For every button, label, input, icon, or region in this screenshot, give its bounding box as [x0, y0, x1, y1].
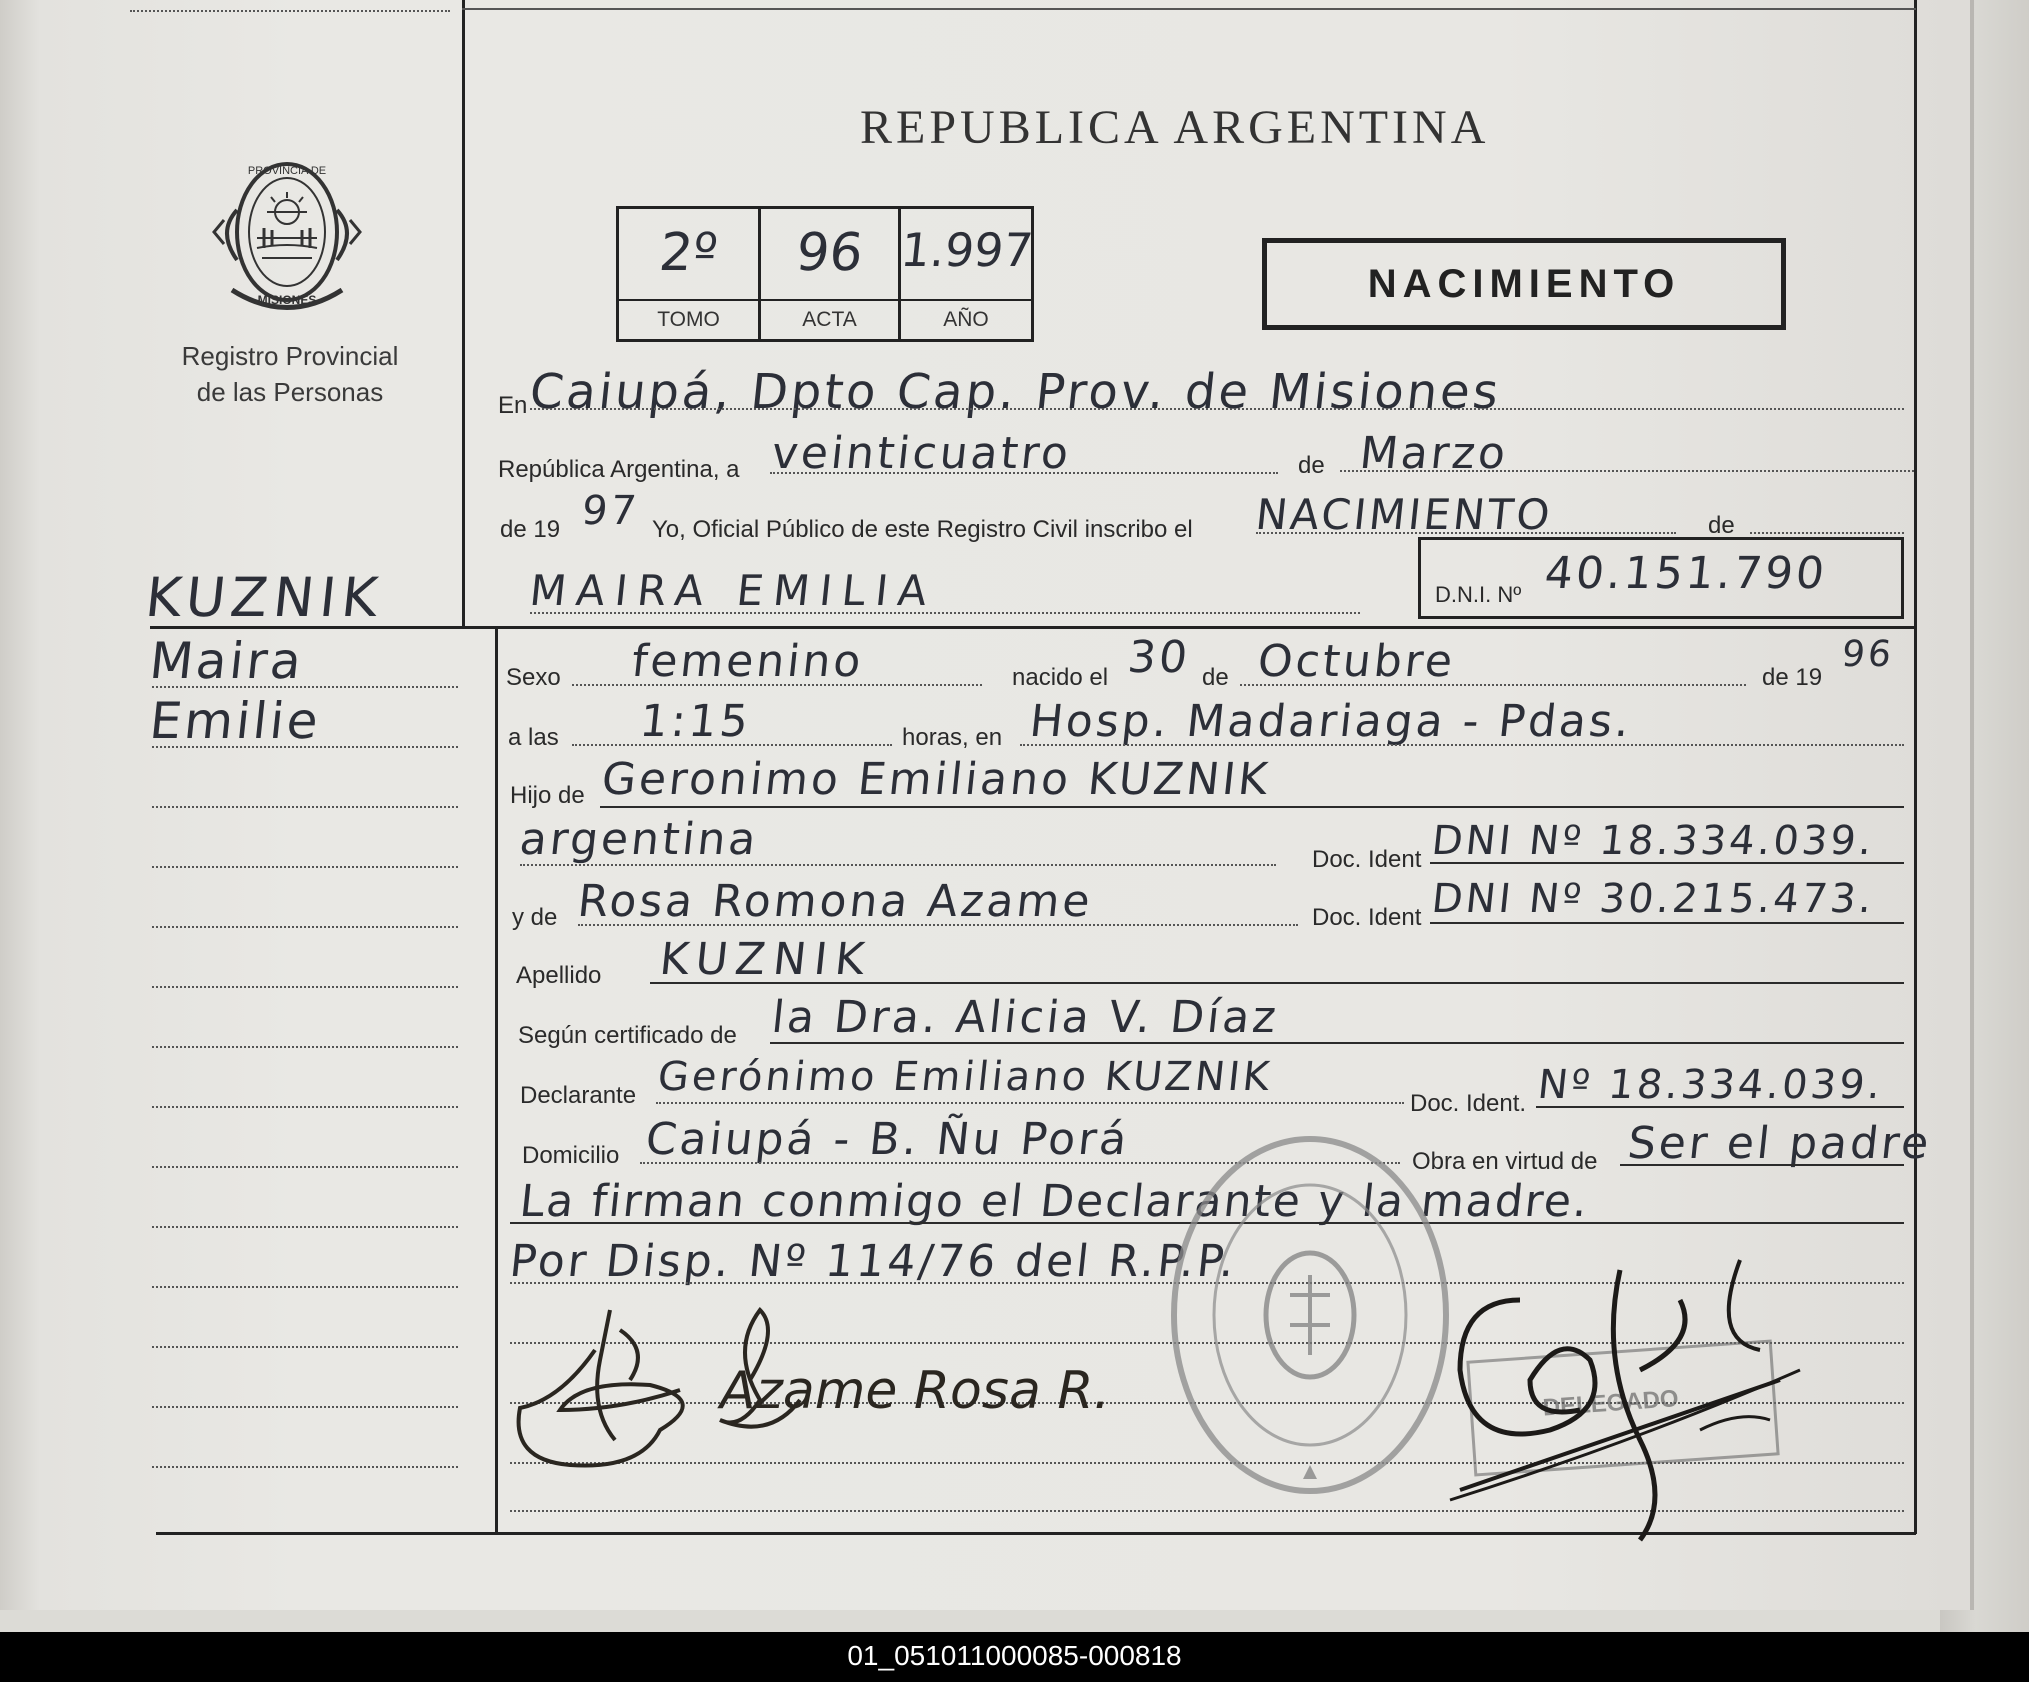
acta-value: 96 — [793, 223, 866, 283]
inscribo-value: NACIMIENTO — [1253, 490, 1555, 539]
signature-left — [500, 1290, 1200, 1480]
acta-cell — [761, 209, 901, 339]
nac-value: argentina — [517, 814, 762, 865]
registry-name-line1: Registro Provincial — [181, 341, 399, 371]
rep-month-line — [1340, 470, 1914, 472]
nacido-day-value: 30 — [1125, 632, 1193, 683]
year-label: de 19 — [500, 516, 561, 543]
obra-value: Ser el padre — [1625, 1118, 1935, 1169]
nacido-year-value: 96 — [1839, 634, 1896, 675]
sexo-line — [572, 684, 982, 686]
seal-bottom-text: MISIONES — [257, 293, 317, 307]
apellido-line — [650, 982, 1904, 984]
doc2-label: Doc. Ident — [1312, 904, 1422, 931]
hijo-value: Geronimo Emiliano KUZNIK — [599, 754, 1273, 805]
record-type-box — [1262, 238, 1786, 330]
en-label: En — [498, 392, 528, 419]
tomo-value: 2º — [656, 223, 721, 283]
nacido-month-value: Octubre — [1255, 636, 1458, 687]
yde-line — [578, 924, 1298, 926]
hijo-line — [600, 806, 1904, 808]
name-line — [530, 612, 1360, 614]
margin-given1: Maira — [146, 632, 307, 690]
rep-label: República Argentina, a — [498, 456, 740, 483]
round-stamp-icon — [1160, 1125, 1460, 1505]
ano-label: AÑO — [901, 299, 1031, 339]
obra-label: Obra en virtud de — [1412, 1148, 1598, 1175]
seal-top-text: PROVINCIA DE — [247, 165, 327, 177]
doc3-line — [1536, 1106, 1904, 1108]
horas-label: horas, en — [902, 724, 1003, 751]
sexo-value: femenino — [629, 636, 867, 687]
apellido-value: KUZNIK — [657, 934, 875, 985]
nacido-label: nacido el — [1012, 664, 1109, 691]
registry-name-line2: de las Personas — [196, 377, 384, 407]
margin-divider-top — [462, 0, 465, 626]
de-label: de — [1298, 452, 1325, 479]
horas-value: Hosp. Madariaga - Pdas. — [1027, 696, 1635, 747]
declarante-value: Gerónimo Emiliano KUZNIK — [655, 1054, 1275, 1100]
name-value: MAIRA EMILIA — [527, 566, 940, 615]
margin-divider-bottom — [495, 626, 498, 1534]
signature-right — [1440, 1240, 1860, 1560]
doc3-value: Nº 18.334.039. — [1535, 1062, 1886, 1108]
oficial-text: Yo, Oficial Público de este Registro Civil inscribo el — [652, 516, 1193, 543]
sexo-label: Sexo — [506, 664, 561, 691]
alas-label: a las — [508, 724, 559, 751]
declarante-line — [656, 1102, 1404, 1104]
rep-day-line — [770, 472, 1278, 474]
dni-box — [1418, 537, 1904, 619]
nacido-month-line — [1240, 684, 1746, 686]
declarante-label: Declarante — [520, 1082, 637, 1109]
registry-name — [140, 338, 440, 410]
rep-month-value: Marzo — [1357, 428, 1511, 479]
de3-label: de — [1202, 664, 1229, 691]
doc2-line — [1430, 922, 1904, 924]
apellido-label: Apellido — [516, 962, 602, 989]
record-type-label: NACIMIENTO — [1367, 262, 1681, 306]
tomo-cell — [619, 209, 761, 339]
doc1-value: DNI Nº 18.334.039. — [1429, 818, 1877, 864]
ano-value: 1.997 — [898, 223, 1036, 277]
top-dotted-rule — [130, 10, 450, 12]
top-rule — [462, 8, 1916, 10]
segun-line — [770, 1042, 1904, 1044]
rep-day-value: veinticuatro — [769, 428, 1074, 479]
de2-line — [1750, 532, 1904, 534]
year-value: 97 — [579, 488, 642, 534]
doc1-line — [1430, 862, 1904, 864]
doc3-label: Doc. Ident. — [1410, 1090, 1527, 1117]
domicilio-label: Domicilio — [522, 1142, 620, 1169]
nac-line — [520, 864, 1276, 866]
yde-label: y de — [512, 904, 558, 931]
de2-label: de — [1708, 512, 1735, 539]
margin-surname: KUZNIK — [142, 566, 387, 629]
en-value: Caiupá, Dpto Cap. Prov. de Misiones — [527, 364, 1504, 420]
note-line1: La firman conmigo el Declarante y la madre. — [517, 1176, 1592, 1227]
margin-given2: Emilie — [146, 692, 324, 750]
segun-label: Según certificado de — [518, 1022, 737, 1049]
doc2-value: DNI Nº 30.215.473. — [1429, 876, 1877, 922]
horas-line — [1020, 744, 1904, 746]
acta-label: ACTA — [761, 299, 898, 339]
alas-value: 1:15 — [637, 696, 754, 747]
obra-line — [1620, 1164, 1904, 1166]
signature-left-text: Azame Rosa R. — [720, 1361, 1110, 1421]
record-number-grid — [616, 206, 1034, 342]
tomo-label: TOMO — [619, 299, 758, 339]
alas-line — [572, 744, 892, 746]
rect-stamp-text: DELEGADO — [1541, 1385, 1680, 1422]
de19-label: de 19 — [1762, 664, 1823, 691]
domicilio-value: Caiupá - B. Ñu Porá — [643, 1114, 1133, 1165]
doc-label: Doc. Ident — [1312, 846, 1422, 873]
note-line2: Por Disp. Nº 114/76 del R.P.P. — [507, 1236, 1240, 1287]
ano-cell — [898, 209, 1036, 339]
inscribo-line — [1256, 532, 1676, 534]
hijo-label: Hijo de — [510, 782, 585, 809]
right-frame-line — [1914, 0, 1917, 1534]
yde-value: Rosa Romona Azame — [575, 876, 1096, 927]
en-line — [530, 408, 1904, 410]
image-id-footer: 01_051011000085-000818 — [0, 1632, 2029, 1682]
page-title: REPUBLICA ARGENTINA — [860, 101, 1490, 154]
province-seal-icon — [212, 150, 362, 320]
dni-label: D.N.I. Nº — [1435, 582, 1522, 607]
dni-value: 40.151.790 — [1542, 548, 1830, 599]
section-divider — [150, 626, 1916, 629]
segun-value: la Dra. Alicia V. Díaz — [769, 992, 1282, 1043]
